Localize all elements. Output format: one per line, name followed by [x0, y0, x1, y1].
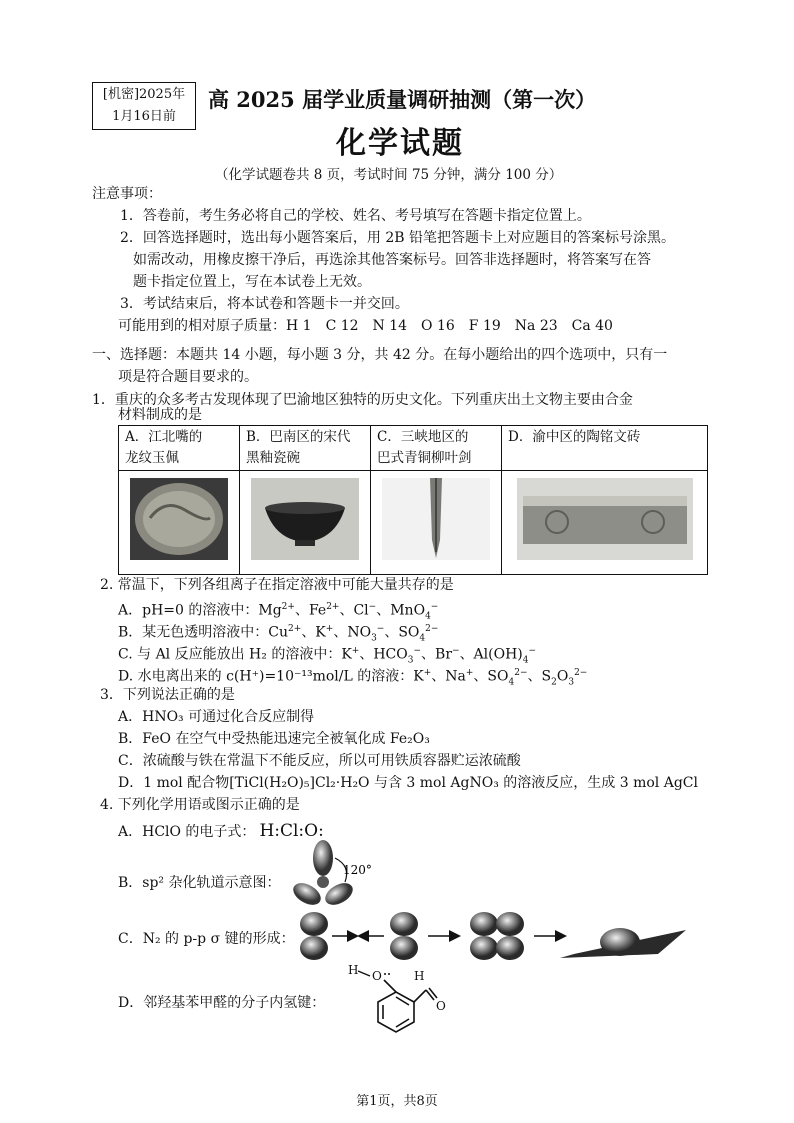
atom-o2: O [436, 999, 446, 1013]
p-p-sigma-bond-diagram [298, 906, 688, 966]
notice-item: 如需改动，用橡皮擦干净后，再选涂其他答案标号。回答非选择题时，将答案写在答 [133, 252, 651, 268]
exam-subtitle: （化学试题卷共 8 页，考试时间 75 分钟，满分 100 分） [215, 167, 563, 183]
q3-option-a: A．HNO₃ 可通过化合反应制得 [118, 709, 315, 725]
section-heading: 一、选择题：本题共 14 小题，每小题 3 分，共 42 分。在每小题给出的四个选项中，只有一 [92, 347, 668, 363]
q2-stem: 2. 常温下，下列各组离子在指定溶液中可能大量共存的是 [100, 577, 454, 593]
q3-stem: 3．下列说法正确的是 [100, 687, 235, 703]
q1-option-b: B．巴南区的宋代 黑釉瓷碗 [240, 426, 371, 471]
q3-option-c: C．浓硫酸与铁在常温下不能反应，所以可用铁质容器贮运浓硫酸 [118, 753, 521, 769]
atom-o: O [372, 969, 382, 983]
jade-pendant-photo [119, 471, 240, 575]
page-footer: 第1页，共8页 [356, 1094, 438, 1109]
q4-option-d: D．邻羟基苯甲醛的分子内氢键： [118, 995, 326, 1011]
q4-option-a: A．HClO 的电子式： H:Cl:O: [118, 821, 324, 841]
q3-option-b: B．FeO 在空气中受热能迅速完全被氧化成 Fe₂O₃ [118, 731, 430, 747]
notice-item: 3．考试结束后，将本试卷和答题卡一并交回。 [120, 296, 409, 312]
inscribed-brick-photo [502, 471, 708, 575]
atom-h2: H [414, 969, 425, 983]
notice-heading: 注意事项： [92, 186, 162, 202]
q1-stem-cont: 材料制成的是 [118, 407, 202, 423]
q2-option-a: A．pH=0 的溶液中：$Mg^{2+}$、$Fe^{2+}$、Cl−、MnO$_4$− [118, 602, 439, 622]
subject-title: 化学试题 [336, 126, 464, 161]
black-glaze-bowl-photo [240, 471, 371, 575]
q2-option-b: B．某无色透明溶液中：$Cu^{2+}$、K+、$NO_3^-$、$SO_4^{2-}$ [118, 624, 439, 644]
q4-option-c: C．N₂ 的 p-p σ 键的形成： [118, 931, 295, 947]
section-heading-cont: 项是符合题目要求的。 [118, 369, 258, 385]
confidential-line1: [机密]2025年 [102, 87, 186, 102]
q1-option-c: C．三峡地区的 巴式青铜柳叶剑 [371, 426, 502, 471]
notice-item: 1．答卷前，考生务必将自己的学校、姓名、考号填写在答题卡指定位置上。 [120, 208, 591, 224]
notice-item: 2．回答选择题时，选出每小题答案后，用 2B 铅笔把答题卡上对应题目的答案标号涂黑。 [120, 230, 676, 246]
q4-stem: 4. 下列化学用语或图示正确的是 [100, 797, 300, 813]
q2-option-c: C. 与 Al 反应能放出 H₂ 的溶液中：K+、$HCO_3^-$、Br−、$Al(OH)_4^-$ [118, 646, 537, 666]
confidential-line2: 1月16日前 [112, 109, 176, 124]
q1-option-d: D．渝中区的陶铭文砖 [502, 426, 708, 471]
atomic-mass-line: 可能用到的相对原子质量：H 1 C 12 N 14 O 16 F 19 Na 23 Ca 40 [118, 318, 613, 334]
bronze-sword-photo [371, 471, 502, 575]
salicylaldehyde-structure [348, 962, 448, 1046]
exam-title: 高 2025 届学业质量调研抽测（第一次） [208, 87, 597, 112]
angle-label: 120° [343, 863, 372, 877]
confidential-box [92, 82, 196, 130]
q1-options-table [118, 425, 708, 575]
q1-option-a: A．江北嘴的 龙纹玉佩 [119, 426, 240, 471]
atom-h: H [348, 963, 359, 977]
q3-option-d: D．1 mol 配合物[TiCl(H₂O)₅]Cl₂·H₂O 与含 3 mol AgNO₃ 的溶液反应，生成 3 mol AgCl [118, 775, 698, 791]
q4-option-b: B．sp² 杂化轨道示意图： [118, 875, 281, 891]
hclo-electron-formula: H:Cl:O: [259, 821, 324, 841]
notice-item: 题卡指定位置上，写在本试卷上无效。 [133, 274, 371, 290]
q2-option-d: D. 水电离出来的 c(H⁺)=10⁻¹³mol/L 的溶液：K+、Na+、$SO_4^{2-}$、$S_2O_3^{2-}$ [118, 668, 588, 688]
q1-stem: 1．重庆的众多考古发现体现了巴渝地区独特的历史文化。下列重庆出土文物主要由合金 [92, 392, 633, 408]
